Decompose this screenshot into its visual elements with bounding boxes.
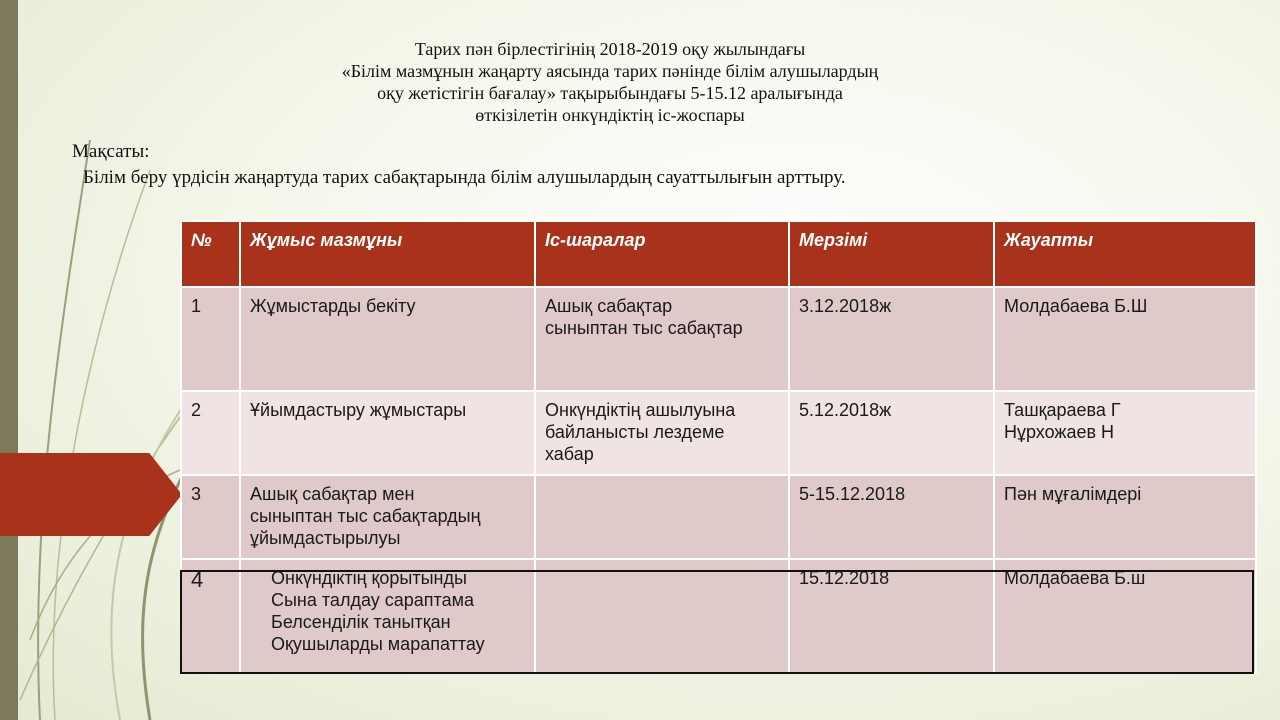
events-line: байланысты лездеме	[545, 422, 725, 442]
header-responsible: Жауапты	[994, 221, 1256, 287]
content-line: Жұмыстарды бекіту	[250, 296, 416, 316]
content-line: Сына талдау сараптама	[271, 590, 474, 610]
accent-arrow-tab	[0, 453, 182, 536]
content-line: сыныптан тыс сабақтардың	[250, 506, 481, 526]
row-content	[240, 475, 535, 559]
responsible-line: Молдабаева Б.Ш	[1004, 296, 1148, 316]
responsible-line: Нұрхожаев Н	[1004, 422, 1115, 442]
row-content	[240, 391, 535, 475]
plan-table	[180, 220, 1257, 674]
row-responsible	[994, 475, 1256, 559]
table-row	[181, 559, 1256, 673]
table-row	[181, 287, 1256, 391]
title-line: Тарих пән бірлестігінің 2018-2019 оқу жылындағы	[414, 39, 806, 59]
events-line: хабар	[545, 444, 594, 464]
row-date: 5-15.12.2018	[789, 475, 994, 559]
row-events	[535, 559, 789, 673]
document-title	[260, 38, 960, 126]
content-line: Белсенділік танытқан	[271, 612, 451, 632]
responsible-line: Молдабаева Б.ш	[1004, 568, 1146, 588]
title-line: оқу жетістігін бағалау» тақырыбындағы 5-15.12 аралығында	[377, 83, 843, 103]
responsible-line: Ташқараева Г	[1004, 400, 1121, 420]
events-line: сыныптан тыс сабақтар	[545, 318, 743, 338]
title-line: «Білім мазмұнын жаңарту аясында тарих пәнінде білім алушылардың	[341, 61, 879, 81]
header-number: №	[181, 221, 240, 287]
content-line: ұйымдастырылуы	[250, 528, 401, 548]
table-row	[181, 475, 1256, 559]
goal-text: Білім беру үрдісін жаңартуда тарих сабақтарында білім алушылардың сауаттылығын арттыру.	[83, 167, 846, 188]
content-line: Онкүндіктің қорытынды	[271, 568, 467, 588]
responsible-line: Пән мұғалімдері	[1004, 484, 1142, 504]
goal-label: Мақсаты:	[72, 141, 150, 162]
row-number: 4	[181, 559, 240, 673]
table-header-row	[181, 221, 1256, 287]
header-content: Жұмыс мазмұны	[240, 221, 535, 287]
row-content	[240, 559, 535, 673]
row-number: 3	[181, 475, 240, 559]
content-line: Ашық сабақтар мен	[250, 484, 415, 504]
row-events	[535, 475, 789, 559]
row-events	[535, 287, 789, 391]
table-row	[181, 391, 1256, 475]
row-date: 3.12.2018ж	[789, 287, 994, 391]
events-line: Ашық сабақтар	[545, 296, 673, 316]
row-responsible	[994, 391, 1256, 475]
row-responsible	[994, 559, 1256, 673]
row-number: 1	[181, 287, 240, 391]
header-date: Мерзімі	[789, 221, 994, 287]
content-line: Оқушыларды марапаттау	[271, 634, 485, 654]
left-decor-band	[0, 0, 18, 720]
row-date: 15.12.2018	[789, 559, 994, 673]
header-events: Іс-шаралар	[535, 221, 789, 287]
row-content	[240, 287, 535, 391]
title-line: өткізілетін онкүндіктің іс-жоспары	[475, 105, 745, 125]
row-responsible	[994, 287, 1256, 391]
row-date: 5.12.2018ж	[789, 391, 994, 475]
row-events	[535, 391, 789, 475]
row-number: 2	[181, 391, 240, 475]
events-line: Онкүндіктің ашылуына	[545, 400, 736, 420]
content-line: Ұйымдастыру жұмыстары	[250, 400, 467, 420]
